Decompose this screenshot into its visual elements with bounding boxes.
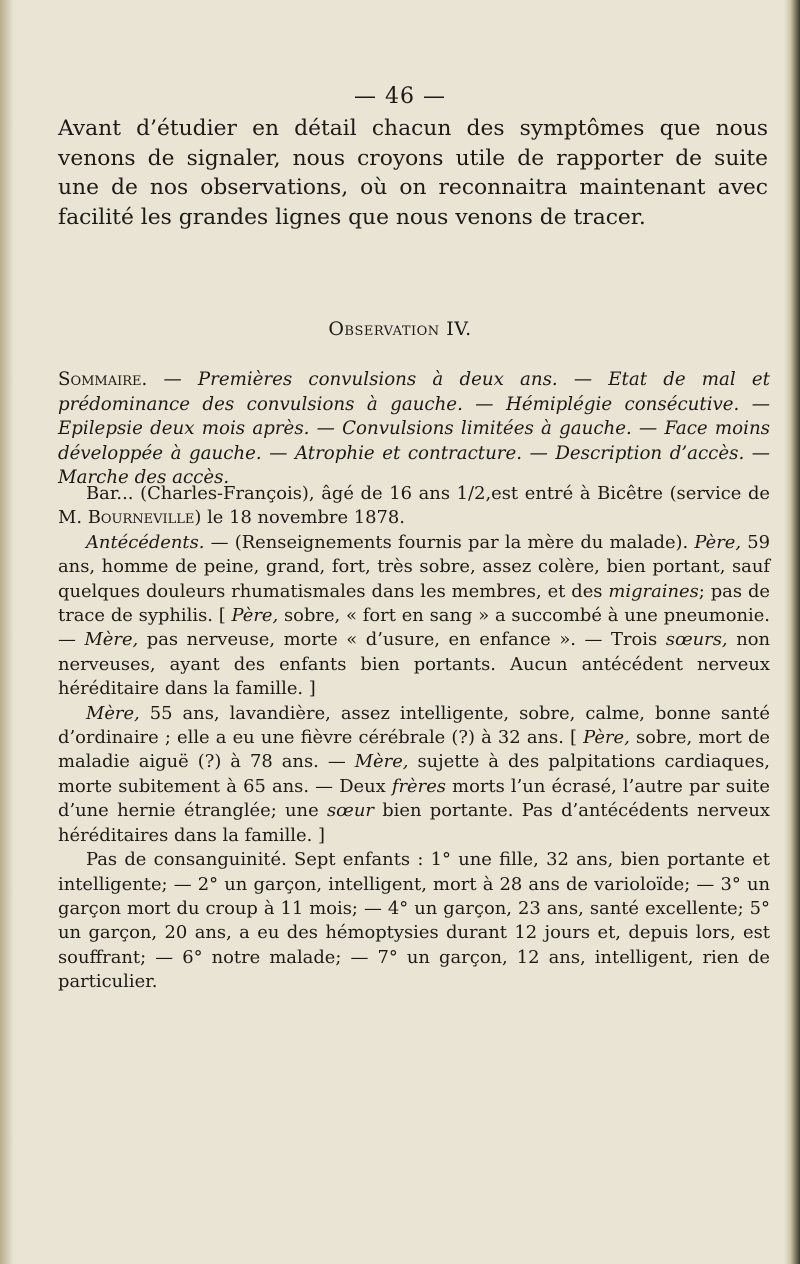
page-binding-shadow: [0, 0, 14, 1264]
paragraph-siblings: Pas de consanguinité. Sept enfants : 1° une fille, 32 ans, bien portante et intelligente; — 2° un garçon, intelligent, mort à 28 ans de varioloïde; — 3° un garçon mort du croup à 11 mois; — 4° un garçon, 23 ans, santé excellente; 5° un garçon, 20 ans, a eu des hémoptysies durant 12 jours et, depuis lors, est souffrant; — 6° notre malade; — 7° un garçon, 12 ans, intelligent, rien de particulier.: [58, 849, 770, 993]
page-edge-shadow: [784, 0, 800, 1264]
paragraph-mother: Mère, 55 ans, lavandière, assez intelligente, sobre, calme, bonne santé d’ordinaire ; elle a eu une fièvre cérébrale (?) à 32 ans. [ Père, sobre, mort de maladie aiguë (?) à 78 ans. — Mère, sujette à des palpitations cardiaques, morte subitement à 65 ans. — Deux frères morts l’un écrasé, l’autre par suite d’une hernie étranglée; une sœur bien portante. Pas d’antécédents nerveux héréditaires dans la famille. ]: [58, 702, 770, 846]
case-body: [58, 482, 770, 995]
physician-name: Bourneville: [87, 507, 195, 529]
summary-text: — Premières convulsions à deux ans. — Etat de mal et prédominance des convulsions à gauche. — Hémiplégie consécutive. — Epilepsie deux mois après. — Convulsions limitées à gauche. — Face moins développée à gauche. — Atrophie et contracture. — Description d’accès. — Marche des accès.: [58, 369, 770, 488]
antecedents-heading: Antécédents.: [86, 531, 205, 553]
observation-number: IV.: [446, 318, 472, 340]
observation-title: [0, 318, 800, 340]
summary-heading: Sommaire.: [58, 369, 148, 390]
summary-block: [58, 368, 770, 491]
paragraph-antecedents: Antécédents. — (Renseignements fournis par la mère du malade). Père, 59 ans, homme de peine, grand, fort, très sobre, assez colère, bien portant, sauf quelques douleurs rhumatismales dans les membres, et des migraines; pas de trace de syphilis. [ Père, sobre, « fort en sang » a succombé à une pneumonie. — Mère, pas nerveuse, morte « d’usure, en enfance ». — Trois sœurs, non nerveuses, ayant des enfants bien portants. Aucun antécédent nerveux héréditaire dans la famille. ]: [58, 531, 771, 700]
page-number: — 46 —: [354, 84, 446, 109]
paragraph-admission: Bar... (Charles-François), âgé de 16 ans 1/2,est entré à Bicêtre (service de M. Bourneville) le 18 novembre 1878.: [58, 483, 770, 529]
observation-label: Observation: [328, 318, 440, 340]
intro-paragraph: Avant d’étudier en détail chacun des symptômes que nous venons de signaler, nous croyons utile de rapporter de suite une de nos observations, où on reconnaitra maintenant avec facilité les grandes lignes que nous venons de tracer.: [58, 116, 768, 230]
